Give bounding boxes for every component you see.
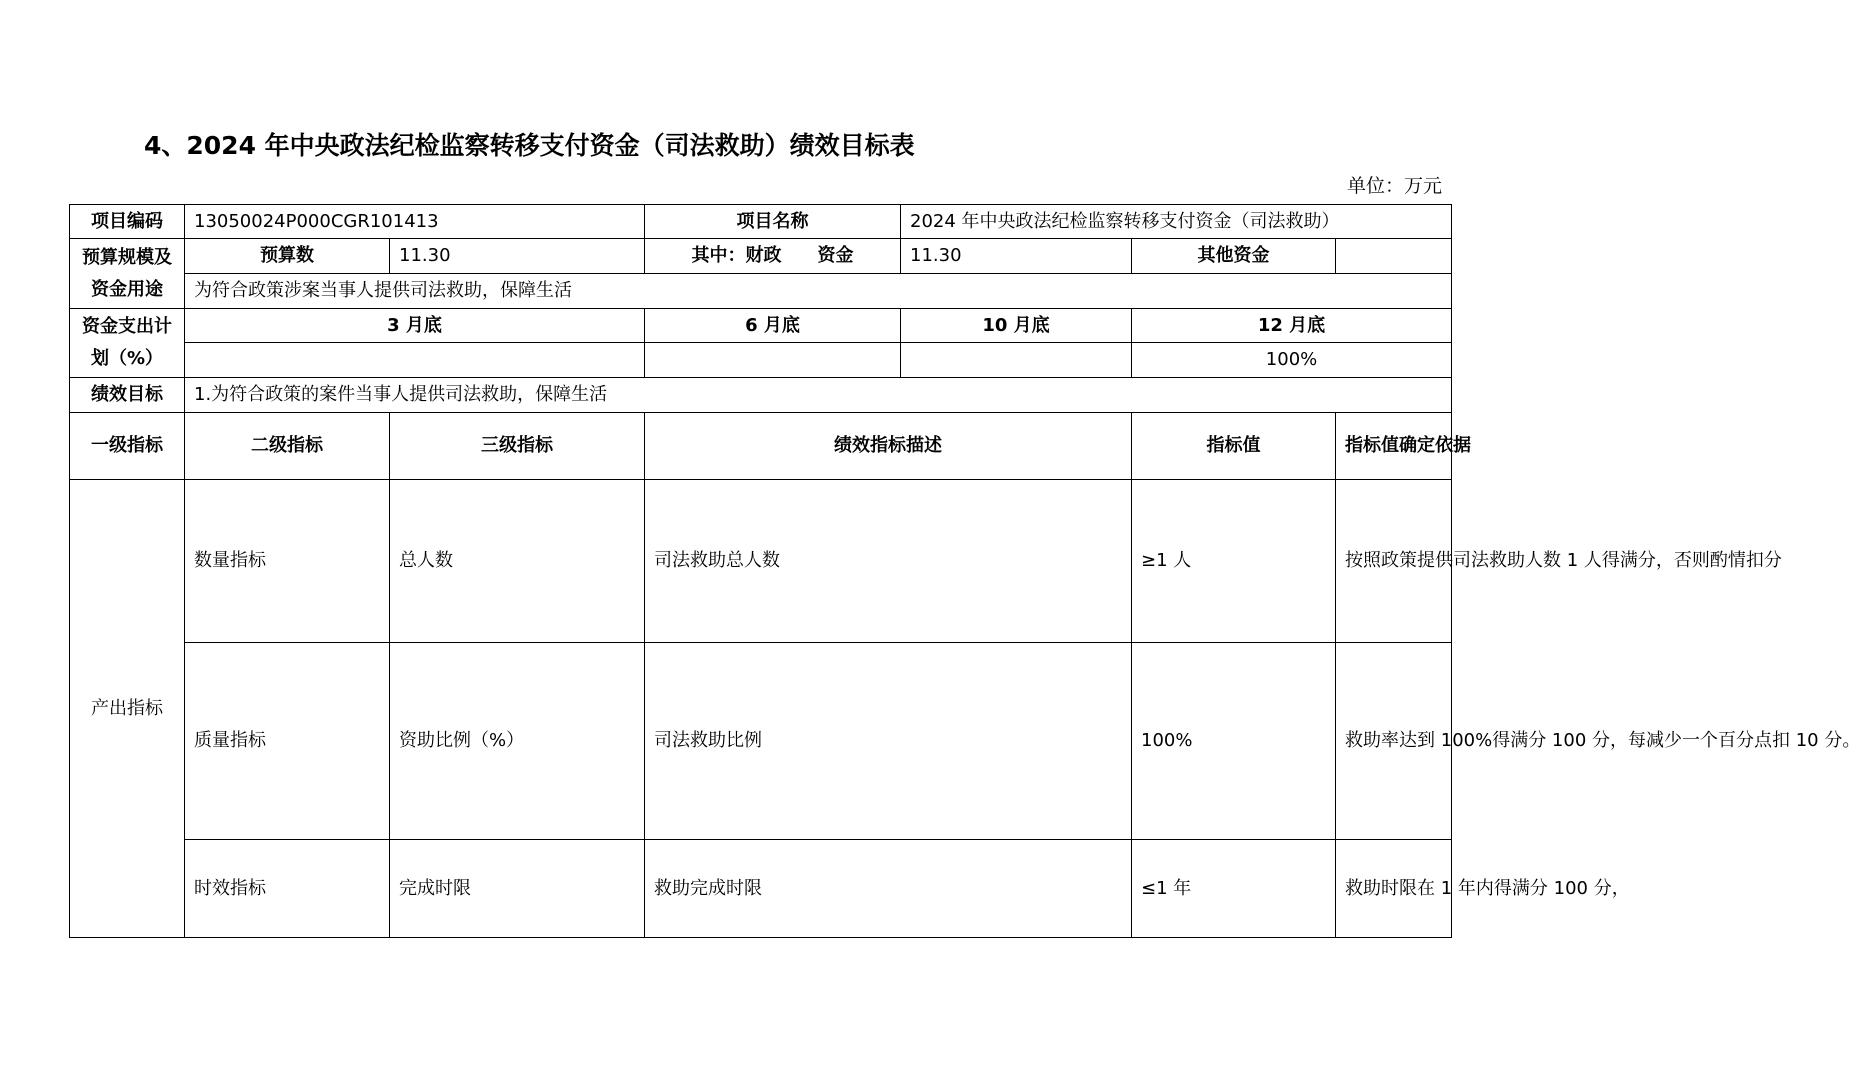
indicator-level2: 数量指标 xyxy=(185,480,390,643)
project-name-value: 2024 年中央政法纪检监察转移支付资金（司法救助） xyxy=(901,205,1452,239)
other-fund-label: 其他资金 xyxy=(1132,239,1336,274)
spending-plan-label-line2: 划（%） xyxy=(90,348,164,369)
finance-fund-value: 11.30 xyxy=(901,239,1132,274)
table-row xyxy=(70,480,1452,643)
indicator-description: 司法救助总人数 xyxy=(645,480,1132,643)
header-description: 绩效指标描述 xyxy=(645,413,1132,480)
goal-row xyxy=(70,378,1452,413)
budget-row xyxy=(70,239,1452,274)
project-code-label: 项目编码 xyxy=(70,205,185,239)
purpose-row xyxy=(70,274,1452,309)
budget-amount-label: 预算数 xyxy=(185,239,390,274)
indicator-value: ≤1 年 xyxy=(1132,840,1336,938)
project-code-value: 13050024P000CGR101413 xyxy=(185,205,645,239)
plan-value-10 xyxy=(901,343,1132,378)
finance-fund-label: 其中：财政 资金 xyxy=(645,239,901,274)
plan-month-3: 3 月底 xyxy=(185,309,645,343)
plan-month-10: 10 月底 xyxy=(901,309,1132,343)
spending-plan-label xyxy=(70,309,185,378)
plan-value-6 xyxy=(645,343,901,378)
output-indicator-label: 产出指标 xyxy=(70,480,185,938)
header-value: 指标值 xyxy=(1132,413,1336,480)
budget-amount-value: 11.30 xyxy=(390,239,645,274)
indicator-basis: 按照政策提供司法救助人数 1 人得满分，否则酌情扣分 xyxy=(1336,480,1452,643)
plan-value-3 xyxy=(185,343,645,378)
indicator-level2: 质量指标 xyxy=(185,643,390,840)
fund-purpose-value: 为符合政策涉案当事人提供司法救助，保障生活 xyxy=(185,274,1452,309)
performance-goal-label: 绩效目标 xyxy=(70,378,185,413)
plan-value-12: 100% xyxy=(1132,343,1452,378)
budget-scale-label-line1: 预算规模及 xyxy=(82,246,172,268)
table-row xyxy=(70,840,1452,938)
project-name-label: 项目名称 xyxy=(645,205,901,239)
plan-value-row xyxy=(70,343,1452,378)
page-title: 4、2024 年中央政法纪检监察转移支付资金（司法救助）绩效目标表 xyxy=(144,131,915,160)
table-row xyxy=(70,643,1452,840)
plan-month-row xyxy=(70,309,1452,343)
indicator-level3: 总人数 xyxy=(390,480,645,643)
other-fund-value xyxy=(1336,239,1452,274)
indicator-level3: 资助比例（%） xyxy=(390,643,645,840)
indicator-value: ≥1 人 xyxy=(1132,480,1336,643)
indicator-value: 100% xyxy=(1132,643,1336,840)
header-level2: 二级指标 xyxy=(185,413,390,480)
project-row xyxy=(70,205,1452,239)
spending-plan-label-line1: 资金支出计 xyxy=(82,316,172,337)
indicator-header-row xyxy=(70,413,1452,480)
indicator-description: 司法救助比例 xyxy=(645,643,1132,840)
indicator-description: 救助完成时限 xyxy=(645,840,1132,938)
header-level3: 三级指标 xyxy=(390,413,645,480)
performance-goal-value: 1.为符合政策的案件当事人提供司法救助，保障生活 xyxy=(185,378,1452,413)
budget-scale-label xyxy=(70,239,185,309)
header-level1: 一级指标 xyxy=(70,413,185,480)
indicator-level2: 时效指标 xyxy=(185,840,390,938)
unit-label: 单位：万元 xyxy=(1346,175,1442,197)
indicator-level3: 完成时限 xyxy=(390,840,645,938)
indicator-basis: 救助率达到 100%得满分 100 分，每减少一个百分点扣 10 分。 xyxy=(1336,643,1452,840)
budget-scale-label-line2: 资金用途 xyxy=(91,278,163,300)
performance-target-table xyxy=(69,204,1860,938)
plan-month-6: 6 月底 xyxy=(645,309,901,343)
header-basis: 指标值确定依据 xyxy=(1336,413,1452,480)
indicator-basis: 救助时限在 1 年内得满分 100 分， xyxy=(1336,840,1452,938)
plan-month-12: 12 月底 xyxy=(1132,309,1452,343)
